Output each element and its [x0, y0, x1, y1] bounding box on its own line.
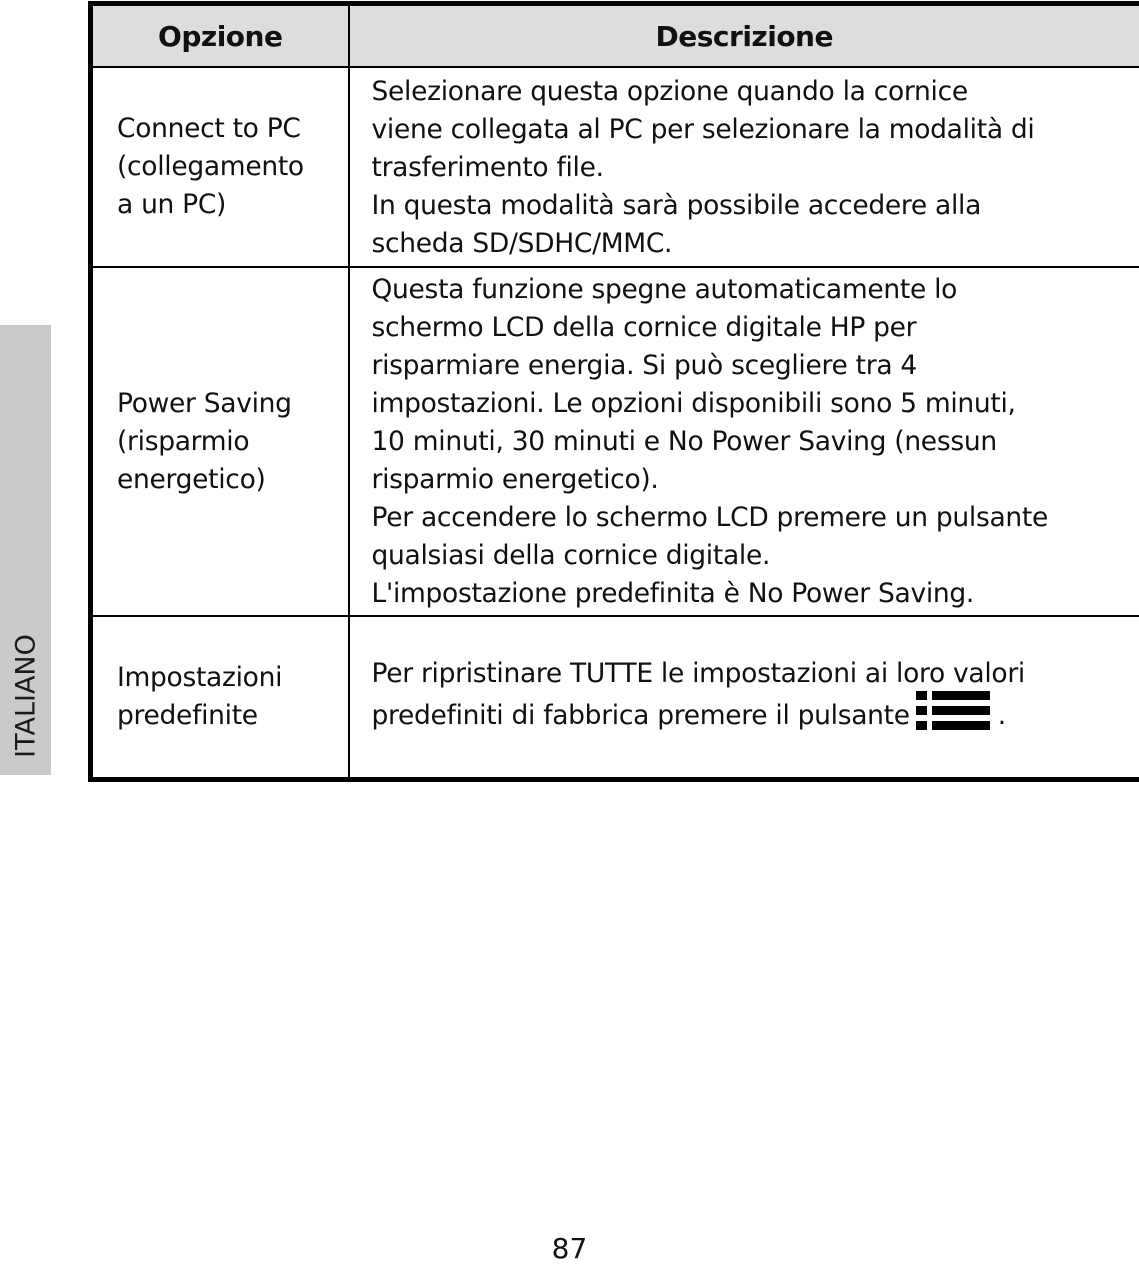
options-table	[88, 1, 1139, 782]
description-text: 10 minuti, 30 minuti e No Power Saving (nessun	[372, 423, 1139, 461]
description-text: risparmiare energia. Si può scegliere tra 4	[372, 347, 1139, 385]
option-text: a un PC)	[117, 186, 348, 224]
description-text: Questa funzione spegne automaticamente lo	[372, 271, 1139, 309]
option-text: Power Saving	[117, 385, 348, 423]
option-cell	[91, 616, 349, 780]
description-text: L'impostazione predefinita è No Power Saving.	[372, 575, 1139, 613]
page-number: 87	[0, 1232, 1139, 1265]
description-text: qualsiasi della cornice digitale.	[372, 537, 1139, 575]
description-text: Selezionare questa opzione quando la cornice	[372, 73, 1139, 111]
option-cell	[91, 67, 349, 267]
table-row-default-settings	[91, 616, 1139, 780]
description-text: risparmio energetico).	[372, 461, 1139, 499]
description-text: scheda SD/SDHC/MMC.	[372, 225, 1139, 263]
description-cell	[349, 67, 1139, 267]
description-text: viene collegata al PC per selezionare la modalità di	[372, 111, 1139, 149]
description-text: In questa modalità sarà possibile accedere alla	[372, 187, 1139, 225]
description-text: Per ripristinare TUTTE le impostazioni ai loro valori	[372, 655, 1139, 693]
description-text: predefiniti di fabbrica premere il pulsante	[372, 700, 910, 731]
description-cell	[349, 616, 1139, 780]
description-text: schermo LCD della cornice digitale HP per	[372, 309, 1139, 347]
description-text-with-icon	[372, 693, 1139, 739]
table-header-row	[91, 4, 1139, 68]
description-text: trasferimento file.	[372, 149, 1139, 187]
header-option: Opzione	[91, 4, 349, 68]
option-cell	[91, 267, 349, 616]
option-text: (collegamento	[117, 148, 348, 186]
language-side-tab	[0, 325, 51, 775]
header-description: Descrizione	[349, 4, 1139, 68]
table-row-connect-to-pc	[91, 67, 1139, 267]
option-text: predefinite	[117, 697, 348, 735]
option-text: Impostazioni	[117, 659, 348, 697]
option-text: Connect to PC	[117, 110, 348, 148]
description-cell	[349, 267, 1139, 616]
table-row-power-saving	[91, 267, 1139, 616]
option-text: energetico)	[117, 461, 348, 499]
option-text: (risparmio	[117, 423, 348, 461]
language-label: ITALIANO	[10, 634, 41, 758]
description-suffix: .	[998, 700, 1006, 731]
description-text: Per accendere lo schermo LCD premere un pulsante	[372, 499, 1139, 537]
description-text: impostazioni. Le opzioni disponibili sono 5 minuti,	[372, 385, 1139, 423]
menu-list-icon	[916, 691, 990, 731]
